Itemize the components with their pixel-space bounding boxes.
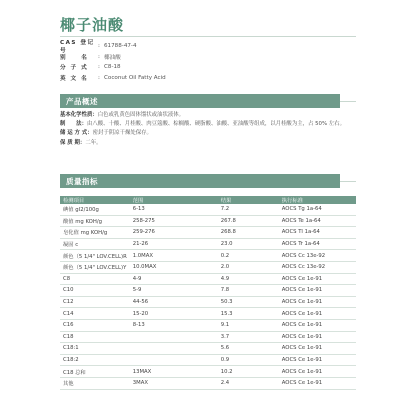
table-row <box>60 308 356 320</box>
overview-divider <box>340 101 356 102</box>
cell-range <box>130 331 218 343</box>
overview-key: 基本化学性质： <box>60 112 98 118</box>
cell-result: 15.3 <box>218 308 279 320</box>
column-header-result: 结果 <box>218 196 279 204</box>
cell-standard: AOCS Ce 1e-91 <box>279 296 356 308</box>
cell-standard: AOCS Ce 1e-91 <box>279 285 356 297</box>
table-row <box>60 250 356 262</box>
cell-standard: AOCS Ce 1e-91 <box>279 331 356 343</box>
cell-item: 凝固 c <box>60 238 130 250</box>
cell-item: C14 <box>60 308 130 320</box>
info-value: 61788-47-4 <box>104 43 137 50</box>
cell-item: C18:2 <box>60 354 130 366</box>
cell-standard: AOCS Ce 1e-91 <box>279 343 356 355</box>
quality-spec-table <box>60 196 356 390</box>
cell-range: 10.0MAX <box>130 261 218 273</box>
cell-standard: AOCS Ce 1e-91 <box>279 366 356 378</box>
overview-value: 白色或乳黄色固体馏状或油状液体。 <box>97 112 185 118</box>
cell-standard: AOCS Ce 1e-91 <box>279 354 356 366</box>
cell-range: 21-26 <box>130 238 218 250</box>
table-row <box>60 319 356 331</box>
cell-range: 15-20 <box>130 308 218 320</box>
column-header-item: 检测项目 <box>60 196 130 204</box>
column-header-range: 范围 <box>130 196 218 204</box>
cell-item: 颜色（5 1/4" LOV.CELL)R <box>60 250 130 262</box>
cell-result: 7.8 <box>218 285 279 297</box>
overview-key: 储 运 方 式： <box>60 130 93 137</box>
cell-standard: AOCS Ce 1e-91 <box>279 273 356 285</box>
cell-standard: AOCS Cc 13e-92 <box>279 261 356 273</box>
cell-standard: AOCS Te 1a-64 <box>279 215 356 227</box>
info-value: Coconut Oil Fatty Acid <box>104 74 166 81</box>
cell-standard: AOCS Ce 1e-91 <box>279 308 356 320</box>
cell-result: 3.7 <box>218 331 279 343</box>
quality-heading: 质量指标 <box>60 174 340 188</box>
info-key: 英 文 名 <box>60 75 89 82</box>
cell-item: C16 <box>60 319 130 331</box>
cell-standard: AOCS Tl 1a-64 <box>279 227 356 239</box>
info-row-cas <box>60 40 360 55</box>
cell-range: 8-13 <box>130 319 218 331</box>
info-key: 别 名 <box>60 54 89 61</box>
cell-range: 1.0MAX <box>130 250 218 262</box>
table-row <box>60 296 356 308</box>
cell-item: C18 总和 <box>60 366 130 378</box>
cell-item: C18:1 <box>60 343 130 355</box>
cell-item: 颜色（5 1/4" LOV.CELL)Y <box>60 261 130 273</box>
cell-result: 23.0 <box>218 238 279 250</box>
cell-result: 9.1 <box>218 319 279 331</box>
cell-standard: AOCS Tr 1a-64 <box>279 238 356 250</box>
cell-item: C12 <box>60 296 130 308</box>
cell-standard: AOCS Cc 13e-92 <box>279 250 356 262</box>
cell-item: C10 <box>60 285 130 297</box>
overview-value: 二年。 <box>85 139 102 146</box>
cell-range: 258-275 <box>130 215 218 227</box>
cell-range: 3MAX <box>130 377 218 389</box>
table-header-row <box>60 196 356 204</box>
info-colon: : <box>98 43 100 50</box>
cell-item: 碘值 gI2/100g <box>60 204 130 215</box>
overview-value: 密封于阴凉干燥处保存。 <box>92 130 152 137</box>
cell-item: 其他 <box>60 377 130 389</box>
cell-result: 0.9 <box>218 354 279 366</box>
cell-result: 10.2 <box>218 366 279 378</box>
table-body <box>60 204 356 389</box>
table-row <box>60 343 356 355</box>
cell-item: 酸值 mg KOH/g <box>60 215 130 227</box>
cell-range: 4-9 <box>130 273 218 285</box>
cell-result: 50.3 <box>218 296 279 308</box>
cell-range: 5-9 <box>130 285 218 297</box>
info-row-alias <box>60 52 360 63</box>
cell-item: C8 <box>60 273 130 285</box>
table-row <box>60 285 356 297</box>
quality-divider <box>340 181 356 182</box>
table-row <box>60 215 356 227</box>
info-key: 分 子 式 <box>60 65 89 72</box>
table-row <box>60 331 356 343</box>
cell-result: 5.6 <box>218 343 279 355</box>
cell-result: 2.0 <box>218 261 279 273</box>
info-colon: : <box>98 64 100 71</box>
table-row <box>60 354 356 366</box>
overview-row <box>60 129 358 138</box>
overview-key: 制 法： <box>60 121 87 128</box>
cell-item: C18 <box>60 331 130 343</box>
cell-item: 皂化值 mg KOH/g <box>60 227 130 239</box>
info-row-english-name <box>60 73 360 84</box>
overview-heading: 产品概述 <box>60 94 340 108</box>
table-row <box>60 273 356 285</box>
product-overview <box>60 111 358 148</box>
info-colon: : <box>98 53 100 60</box>
table-row <box>60 238 356 250</box>
cell-standard: AOCS Tg 1a-64 <box>279 204 356 215</box>
cell-range: 13MAX <box>130 366 218 378</box>
basic-info <box>60 41 360 83</box>
title-divider <box>60 36 356 37</box>
overview-row <box>60 120 358 129</box>
cell-standard: AOCS Ce 1e-91 <box>279 377 356 389</box>
table-row <box>60 377 356 389</box>
cell-result: 268.8 <box>218 227 279 239</box>
cell-result: 0.2 <box>218 250 279 262</box>
cell-standard: AOCS Ce 1e-91 <box>279 319 356 331</box>
table-row <box>60 227 356 239</box>
cell-result: 7.2 <box>218 204 279 215</box>
table-row <box>60 366 356 378</box>
overview-value: 由八酸、十酸、月桂酸、肉豆蔻酸、棕榈酸、硬脂酸、油酸、亚油酸等组成，以月桂酸为主，占 50% 左右。 <box>86 121 345 128</box>
overview-row <box>60 139 358 148</box>
info-row-formula <box>60 62 360 73</box>
cell-result: 2.4 <box>218 377 279 389</box>
cell-result: 4.9 <box>218 273 279 285</box>
overview-key: 保 质 期： <box>60 139 86 146</box>
table-row <box>60 261 356 273</box>
cell-range <box>130 343 218 355</box>
cell-range: 6-13 <box>130 204 218 215</box>
info-key: CAS 登记号 <box>60 40 95 55</box>
page-title: 椰子油酸 <box>60 16 125 34</box>
overview-row <box>60 111 358 120</box>
cell-range <box>130 354 218 366</box>
table-row <box>60 204 356 215</box>
cell-result: 267.8 <box>218 215 279 227</box>
info-value: C8-18 <box>104 64 121 71</box>
cell-range: 259-276 <box>130 227 218 239</box>
info-colon: : <box>98 74 100 81</box>
info-value: 椰油酸 <box>104 54 121 61</box>
cell-range: 44-56 <box>130 296 218 308</box>
column-header-standard: 执行标准 <box>279 196 356 204</box>
